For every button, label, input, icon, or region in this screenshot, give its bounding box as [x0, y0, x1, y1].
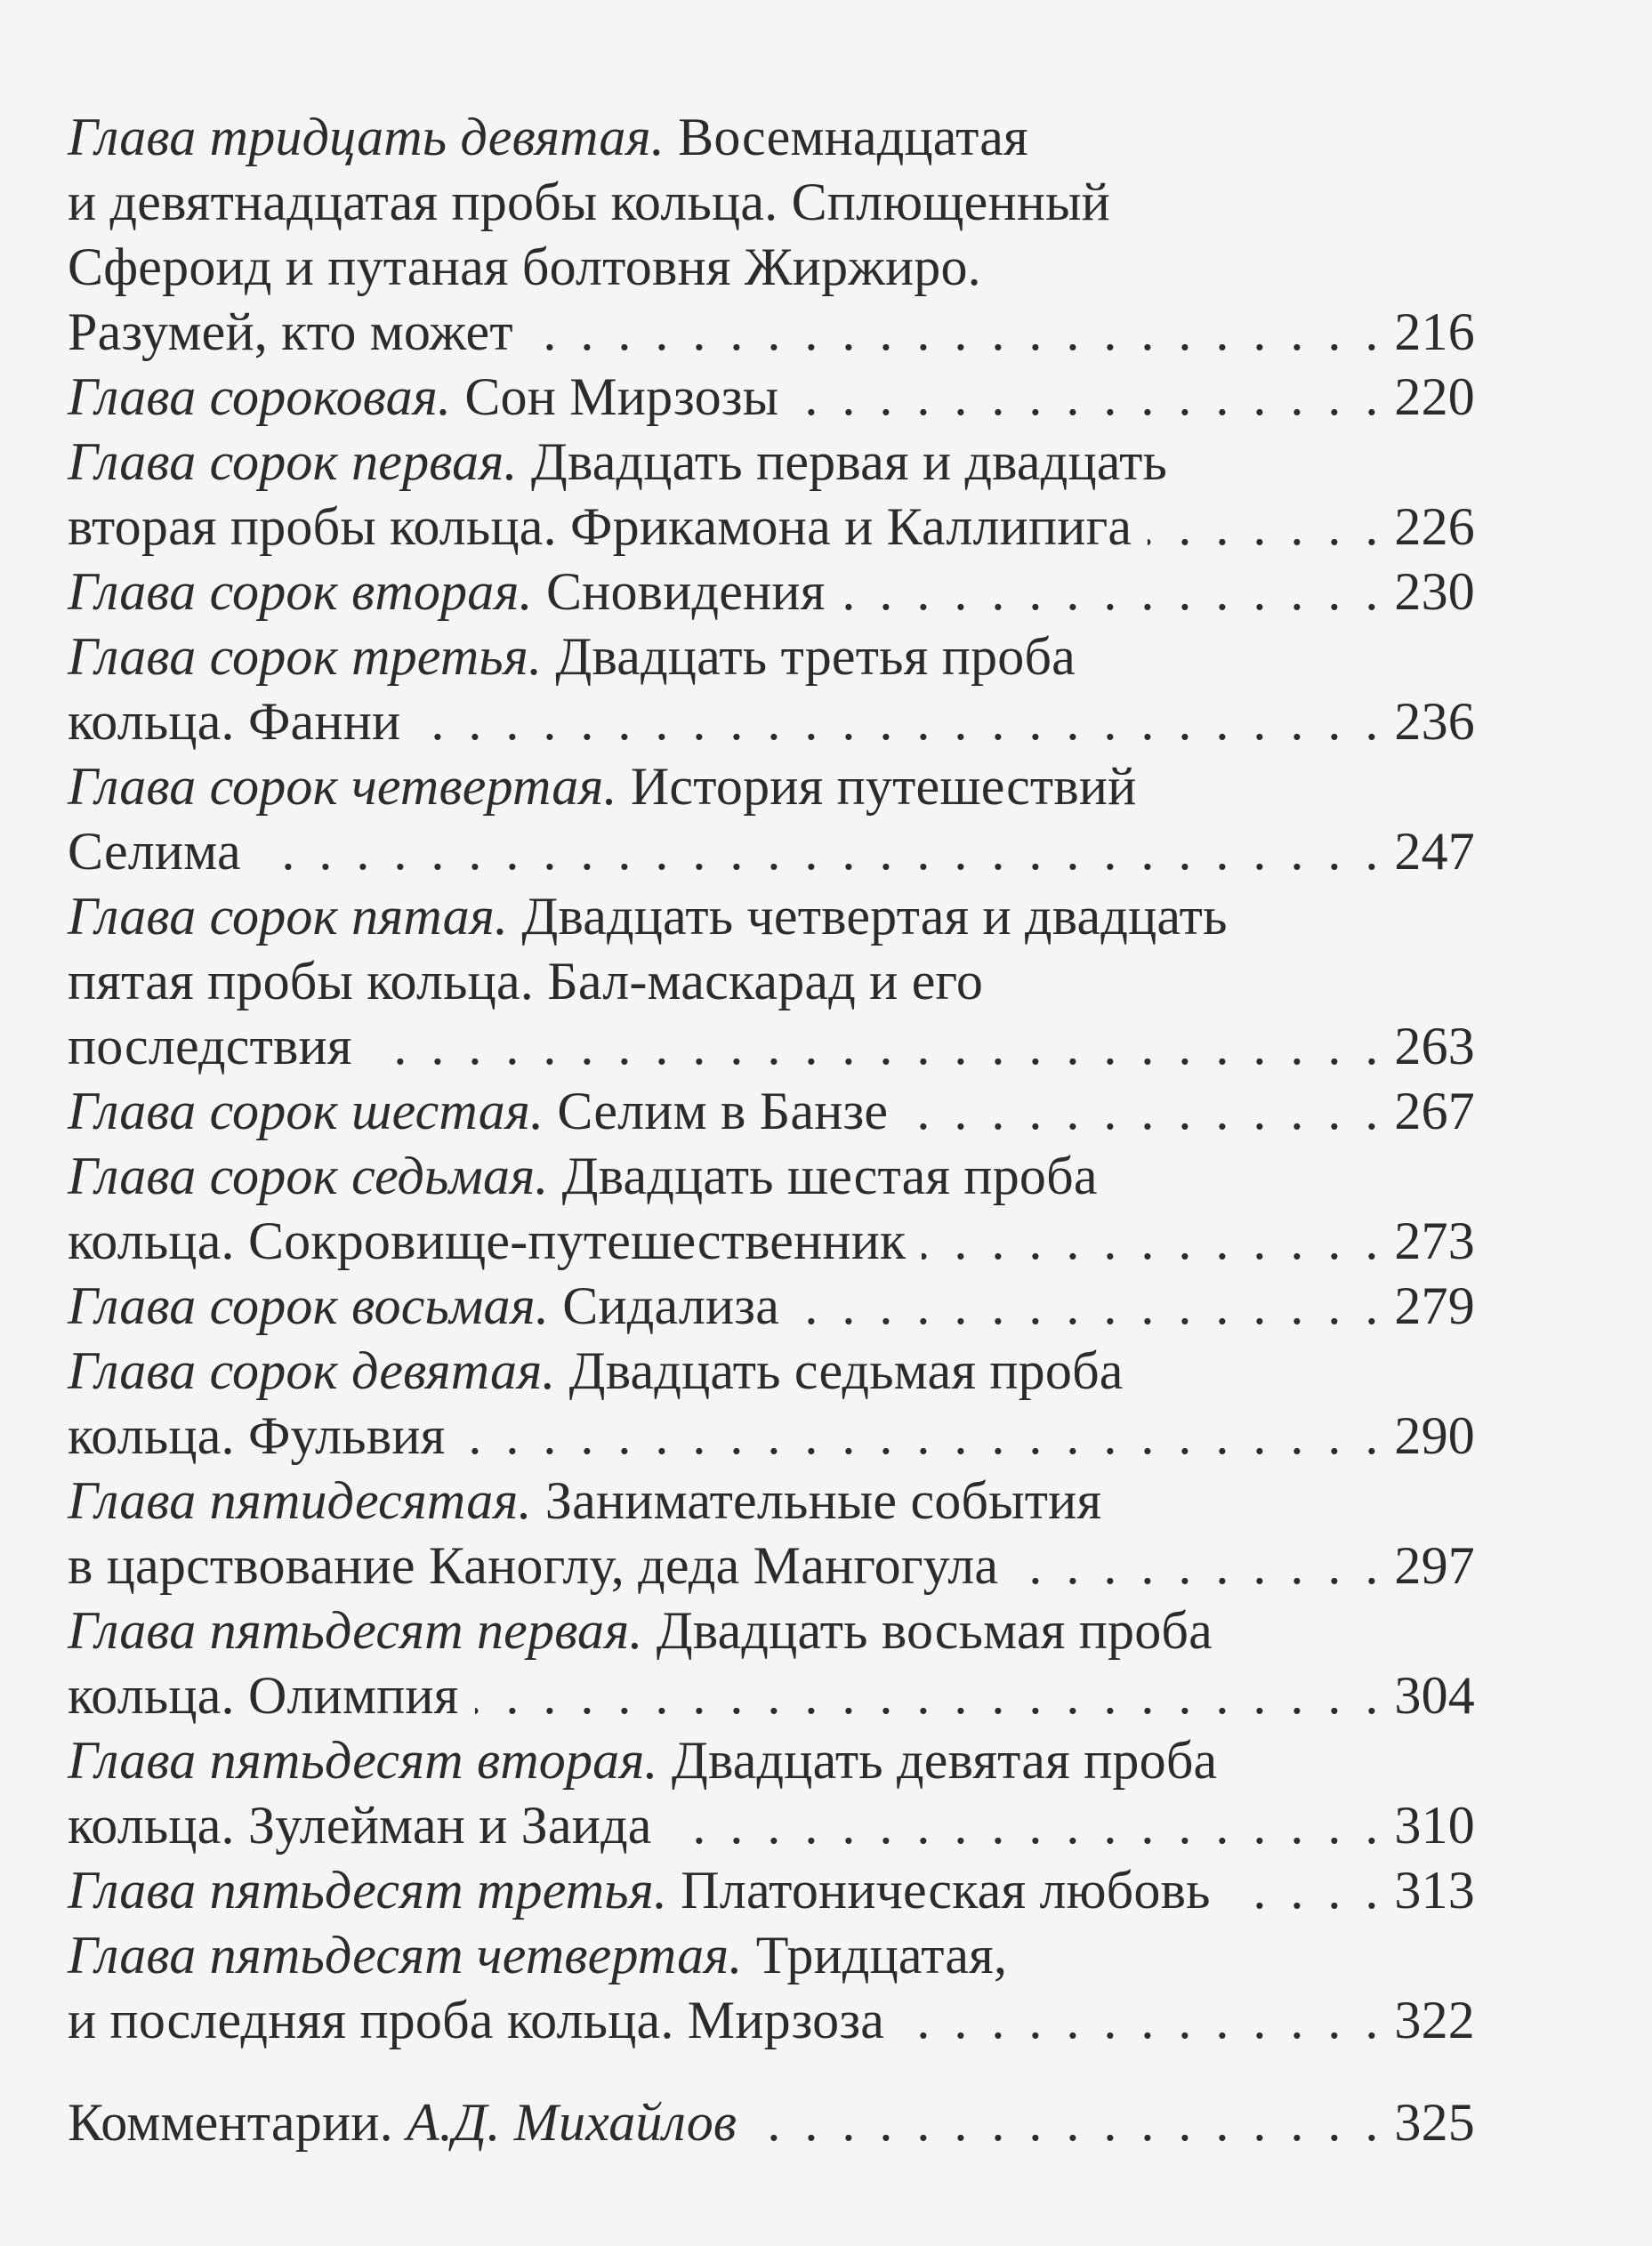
chapter-title: Двадцать шестая проба — [548, 1147, 1098, 1205]
toc-line — [68, 689, 1475, 754]
chapter-title: Двадцать первая и двадцать — [517, 432, 1168, 491]
dot-leader — [668, 1793, 1384, 1858]
toc-line — [68, 1534, 1475, 1598]
toc-line — [68, 1404, 1475, 1469]
chapter-title-continued: последствия — [68, 1017, 352, 1075]
toc-line — [68, 495, 1475, 559]
dot-leader — [1148, 495, 1383, 559]
toc-line — [68, 1209, 1475, 1274]
page-number: 216 — [1394, 302, 1475, 361]
dot-leader — [842, 559, 1384, 624]
dot-leader — [416, 689, 1383, 754]
toc-line — [68, 105, 1475, 170]
chapter-title: Двадцать восьмая проба — [642, 1601, 1213, 1660]
chapter-title-continued: Сфероид и путаная болтовня Жиржиро. — [68, 237, 981, 296]
toc-line — [68, 430, 1475, 495]
chapter-label: Глава тридцать девятая. — [68, 108, 665, 166]
toc-line — [68, 819, 1475, 884]
toc-entry — [68, 1923, 1475, 2053]
chapter-title-continued: кольца. Фанни — [68, 692, 401, 751]
chapter-label: Глава сорок первая. — [68, 432, 518, 491]
chapter-title: Двадцать девятая проба — [657, 1731, 1218, 1790]
dot-leader — [753, 2090, 1383, 2155]
dot-leader — [900, 1988, 1383, 2053]
toc-line — [68, 1274, 1475, 1339]
page-number: 273 — [1394, 1212, 1475, 1270]
chapter-title: Сновидения — [532, 562, 826, 621]
chapter-label: Глава пятьдесят четвертая. — [68, 1926, 743, 1984]
page-number: 313 — [1394, 1861, 1475, 1920]
dot-leader — [461, 1404, 1383, 1469]
chapter-label: Глава сорок пятая. — [68, 887, 509, 946]
toc-line — [68, 1469, 1475, 1534]
page-number: 236 — [1394, 692, 1475, 751]
dot-leader — [1227, 1858, 1384, 1923]
dot-leader — [475, 1663, 1384, 1728]
chapter-label: Глава сорок девятая. — [68, 1341, 556, 1400]
toc-line — [68, 1793, 1475, 1858]
chapter-title: Платоническая любовь — [667, 1861, 1211, 1920]
dot-leader — [795, 1274, 1383, 1339]
chapter-title-continued: Разумей, кто может — [68, 302, 513, 361]
toc-entry — [68, 559, 1475, 624]
toc-line — [68, 1079, 1475, 1144]
toc-line — [68, 1663, 1475, 1728]
chapter-title-continued: в царствование Каноглу, деда Мангогула — [68, 1536, 999, 1595]
commentary-label: Комментарии. — [68, 2093, 407, 2152]
toc-entry — [68, 430, 1475, 559]
table-of-contents — [68, 105, 1475, 2155]
toc-line — [68, 754, 1475, 819]
chapter-title: Тридцатая, — [742, 1926, 1008, 1984]
chapter-title: История путешествий — [616, 757, 1137, 816]
chapter-label: Глава сорок вторая. — [68, 562, 533, 621]
chapter-label: Глава сорок седьмая. — [68, 1147, 549, 1205]
toc-entry — [68, 624, 1475, 754]
page-number: 322 — [1394, 1991, 1475, 2049]
dot-leader — [529, 300, 1384, 365]
chapter-label: Глава пятьдесят третья. — [68, 1861, 668, 1920]
toc-entry — [68, 1274, 1475, 1339]
toc-entry — [68, 1728, 1475, 1858]
chapter-title-continued: пятая пробы кольца. Бал-маскарад и его — [68, 952, 984, 1010]
chapter-title-continued: вторая пробы кольца. Фрикамона и Каллипига — [68, 497, 1132, 556]
toc-entry — [68, 884, 1475, 1079]
dot-leader — [922, 1209, 1383, 1274]
chapter-title-continued: кольца. Олимпия — [68, 1666, 459, 1725]
dot-leader — [257, 819, 1384, 884]
toc-line — [68, 1339, 1475, 1404]
page-number: 310 — [1394, 1796, 1475, 1855]
chapter-title: Восемнадцатая — [664, 108, 1028, 166]
toc-line — [68, 1923, 1475, 1988]
chapter-title: Двадцать четвертая и двадцать — [508, 887, 1228, 946]
chapter-label: Глава пятидесятая. — [68, 1471, 532, 1530]
toc-entry — [68, 1144, 1475, 1274]
page-number: 263 — [1394, 1017, 1475, 1075]
dot-leader — [794, 365, 1383, 430]
toc-line — [68, 170, 1475, 235]
toc-line — [68, 884, 1475, 949]
toc-entry — [68, 1469, 1475, 1598]
page-number: 297 — [1394, 1536, 1475, 1595]
chapter-title-continued: Селима — [68, 822, 241, 881]
toc-line — [68, 1988, 1475, 2053]
chapter-title: Сидализа — [549, 1276, 780, 1335]
page-number: 226 — [1394, 497, 1475, 556]
page-number: 325 — [1394, 2093, 1475, 2152]
chapter-label: Глава пятьдесят первая. — [68, 1601, 643, 1660]
dot-leader — [904, 1079, 1383, 1144]
chapter-title: Двадцать третья проба — [542, 627, 1076, 686]
chapter-label: Глава пятьдесят вторая. — [68, 1731, 658, 1790]
toc-line — [68, 1858, 1475, 1923]
chapter-title-continued: кольца. Сокровище-путешественник — [68, 1212, 907, 1270]
toc-entry — [68, 1598, 1475, 1728]
chapter-title-continued: и последняя проба кольца. Мирзоза — [68, 1991, 885, 2049]
toc-entry — [68, 754, 1475, 884]
toc-line — [68, 235, 1475, 300]
toc-line — [68, 624, 1475, 689]
chapter-label: Глава сорок шестая. — [68, 1082, 544, 1140]
chapter-title: Сон Мирзозы — [451, 367, 779, 426]
commentary-author: А.Д. Михайлов — [406, 2093, 737, 2152]
toc-line — [68, 365, 1475, 430]
chapter-title: Селим в Банзе — [544, 1082, 889, 1140]
toc-entry — [68, 1079, 1475, 1144]
page-number: 279 — [1394, 1276, 1475, 1335]
toc-line — [68, 1144, 1475, 1209]
chapter-label: Глава сорок восьмая. — [68, 1276, 550, 1335]
chapter-title-continued: и девятнадцатая пробы кольца. Сплющенный — [68, 173, 1110, 231]
chapter-title-continued: кольца. Зулейман и Заида — [68, 1796, 652, 1855]
chapter-label: Глава сорок четвертая. — [68, 757, 617, 816]
chapter-label: Глава сорок третья. — [68, 627, 543, 686]
toc-entry — [68, 1339, 1475, 1469]
toc-entry — [68, 1858, 1475, 1923]
page-number: 247 — [1394, 822, 1475, 881]
toc-line — [68, 300, 1475, 365]
toc-line — [68, 1598, 1475, 1663]
toc-entry-commentary — [68, 2090, 1475, 2155]
chapter-title-continued: кольца. Фульвия — [68, 1406, 446, 1465]
chapter-title: Двадцать седьмая проба — [555, 1341, 1124, 1400]
toc-line — [68, 1014, 1475, 1079]
spacer — [68, 2053, 1475, 2090]
toc-entry — [68, 105, 1475, 365]
page-number: 267 — [1394, 1082, 1475, 1140]
page-number: 290 — [1394, 1406, 1475, 1465]
page-number: 230 — [1394, 562, 1475, 621]
chapter-label: Глава сороковая. — [68, 367, 452, 426]
page-number: 220 — [1394, 367, 1475, 426]
toc-line — [68, 1728, 1475, 1793]
dot-leader — [1014, 1534, 1383, 1598]
toc-entry — [68, 365, 1475, 430]
page-number: 304 — [1394, 1666, 1475, 1725]
chapter-title: Занимательные события — [531, 1471, 1102, 1530]
dot-leader — [368, 1014, 1384, 1079]
toc-line — [68, 559, 1475, 624]
toc-line — [68, 949, 1475, 1014]
